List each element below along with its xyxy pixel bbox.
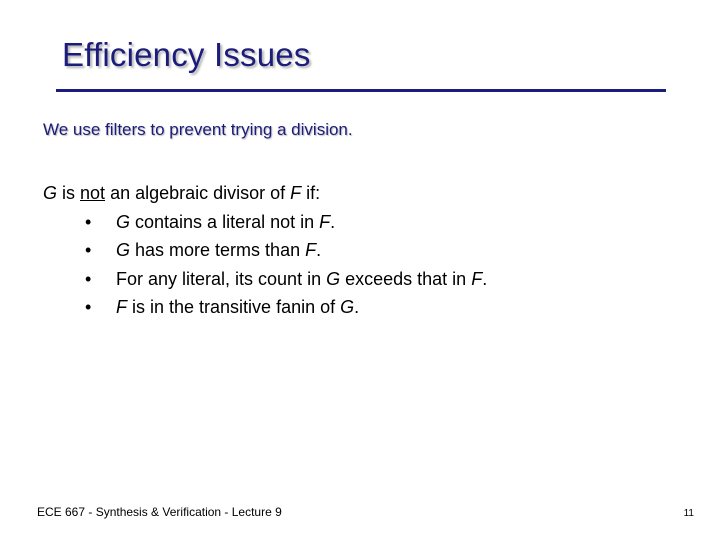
bullet-var: F [319, 211, 331, 232]
bullet-var: F [305, 240, 317, 260]
page-number: 11 [683, 508, 694, 519]
var-f: F [290, 183, 302, 203]
bullet-var: G [326, 268, 341, 289]
intro-rest-2: if: [301, 183, 321, 203]
bullet-text [116, 293, 359, 322]
intro-is: is [57, 183, 81, 203]
bullet-var: G [116, 211, 131, 232]
bullet-period: . [330, 211, 336, 232]
slide-footer: ECE 667 - Synthesis & Verification - Lecture 9 [37, 505, 282, 519]
bullet-icon: • [85, 268, 92, 289]
bullet-icon: • [85, 211, 92, 232]
bullet-text [116, 265, 487, 294]
intro-not: not [80, 183, 106, 203]
bullet-phrase: has more terms than [130, 240, 306, 260]
bullet-item [43, 293, 360, 322]
bullet-phrase: contains a literal not in [130, 211, 320, 232]
bullet-text [116, 208, 335, 237]
intro-rest-1: an algebraic divisor of [105, 183, 291, 203]
bullet-period: . [316, 240, 322, 260]
bullet-period: . [354, 297, 360, 317]
bullet-item [43, 208, 336, 237]
bullet-icon: • [85, 297, 92, 317]
bullet-item [43, 236, 320, 265]
slide-title: Efficiency Issues [62, 36, 311, 73]
slide-body [43, 179, 488, 322]
bullet-var: F [116, 297, 127, 317]
bullet-period: . [482, 268, 488, 289]
title-underline-rule [56, 89, 666, 92]
var-g: G [43, 183, 58, 203]
bullet-phrase: For any literal, its count in [116, 268, 327, 289]
slide-subtitle: We use filters to prevent trying a division. [43, 120, 353, 139]
bullet-var: G [116, 240, 131, 260]
bullet-text [116, 236, 321, 265]
intro-statement [43, 179, 320, 208]
bullet-item [43, 265, 488, 294]
bullet-var: G [340, 297, 355, 317]
bullet-phrase: exceeds that in [340, 268, 472, 289]
bullet-var: F [471, 268, 483, 289]
bullet-phrase: is in the transitive fanin of [127, 297, 341, 317]
bullet-icon: • [85, 240, 92, 260]
